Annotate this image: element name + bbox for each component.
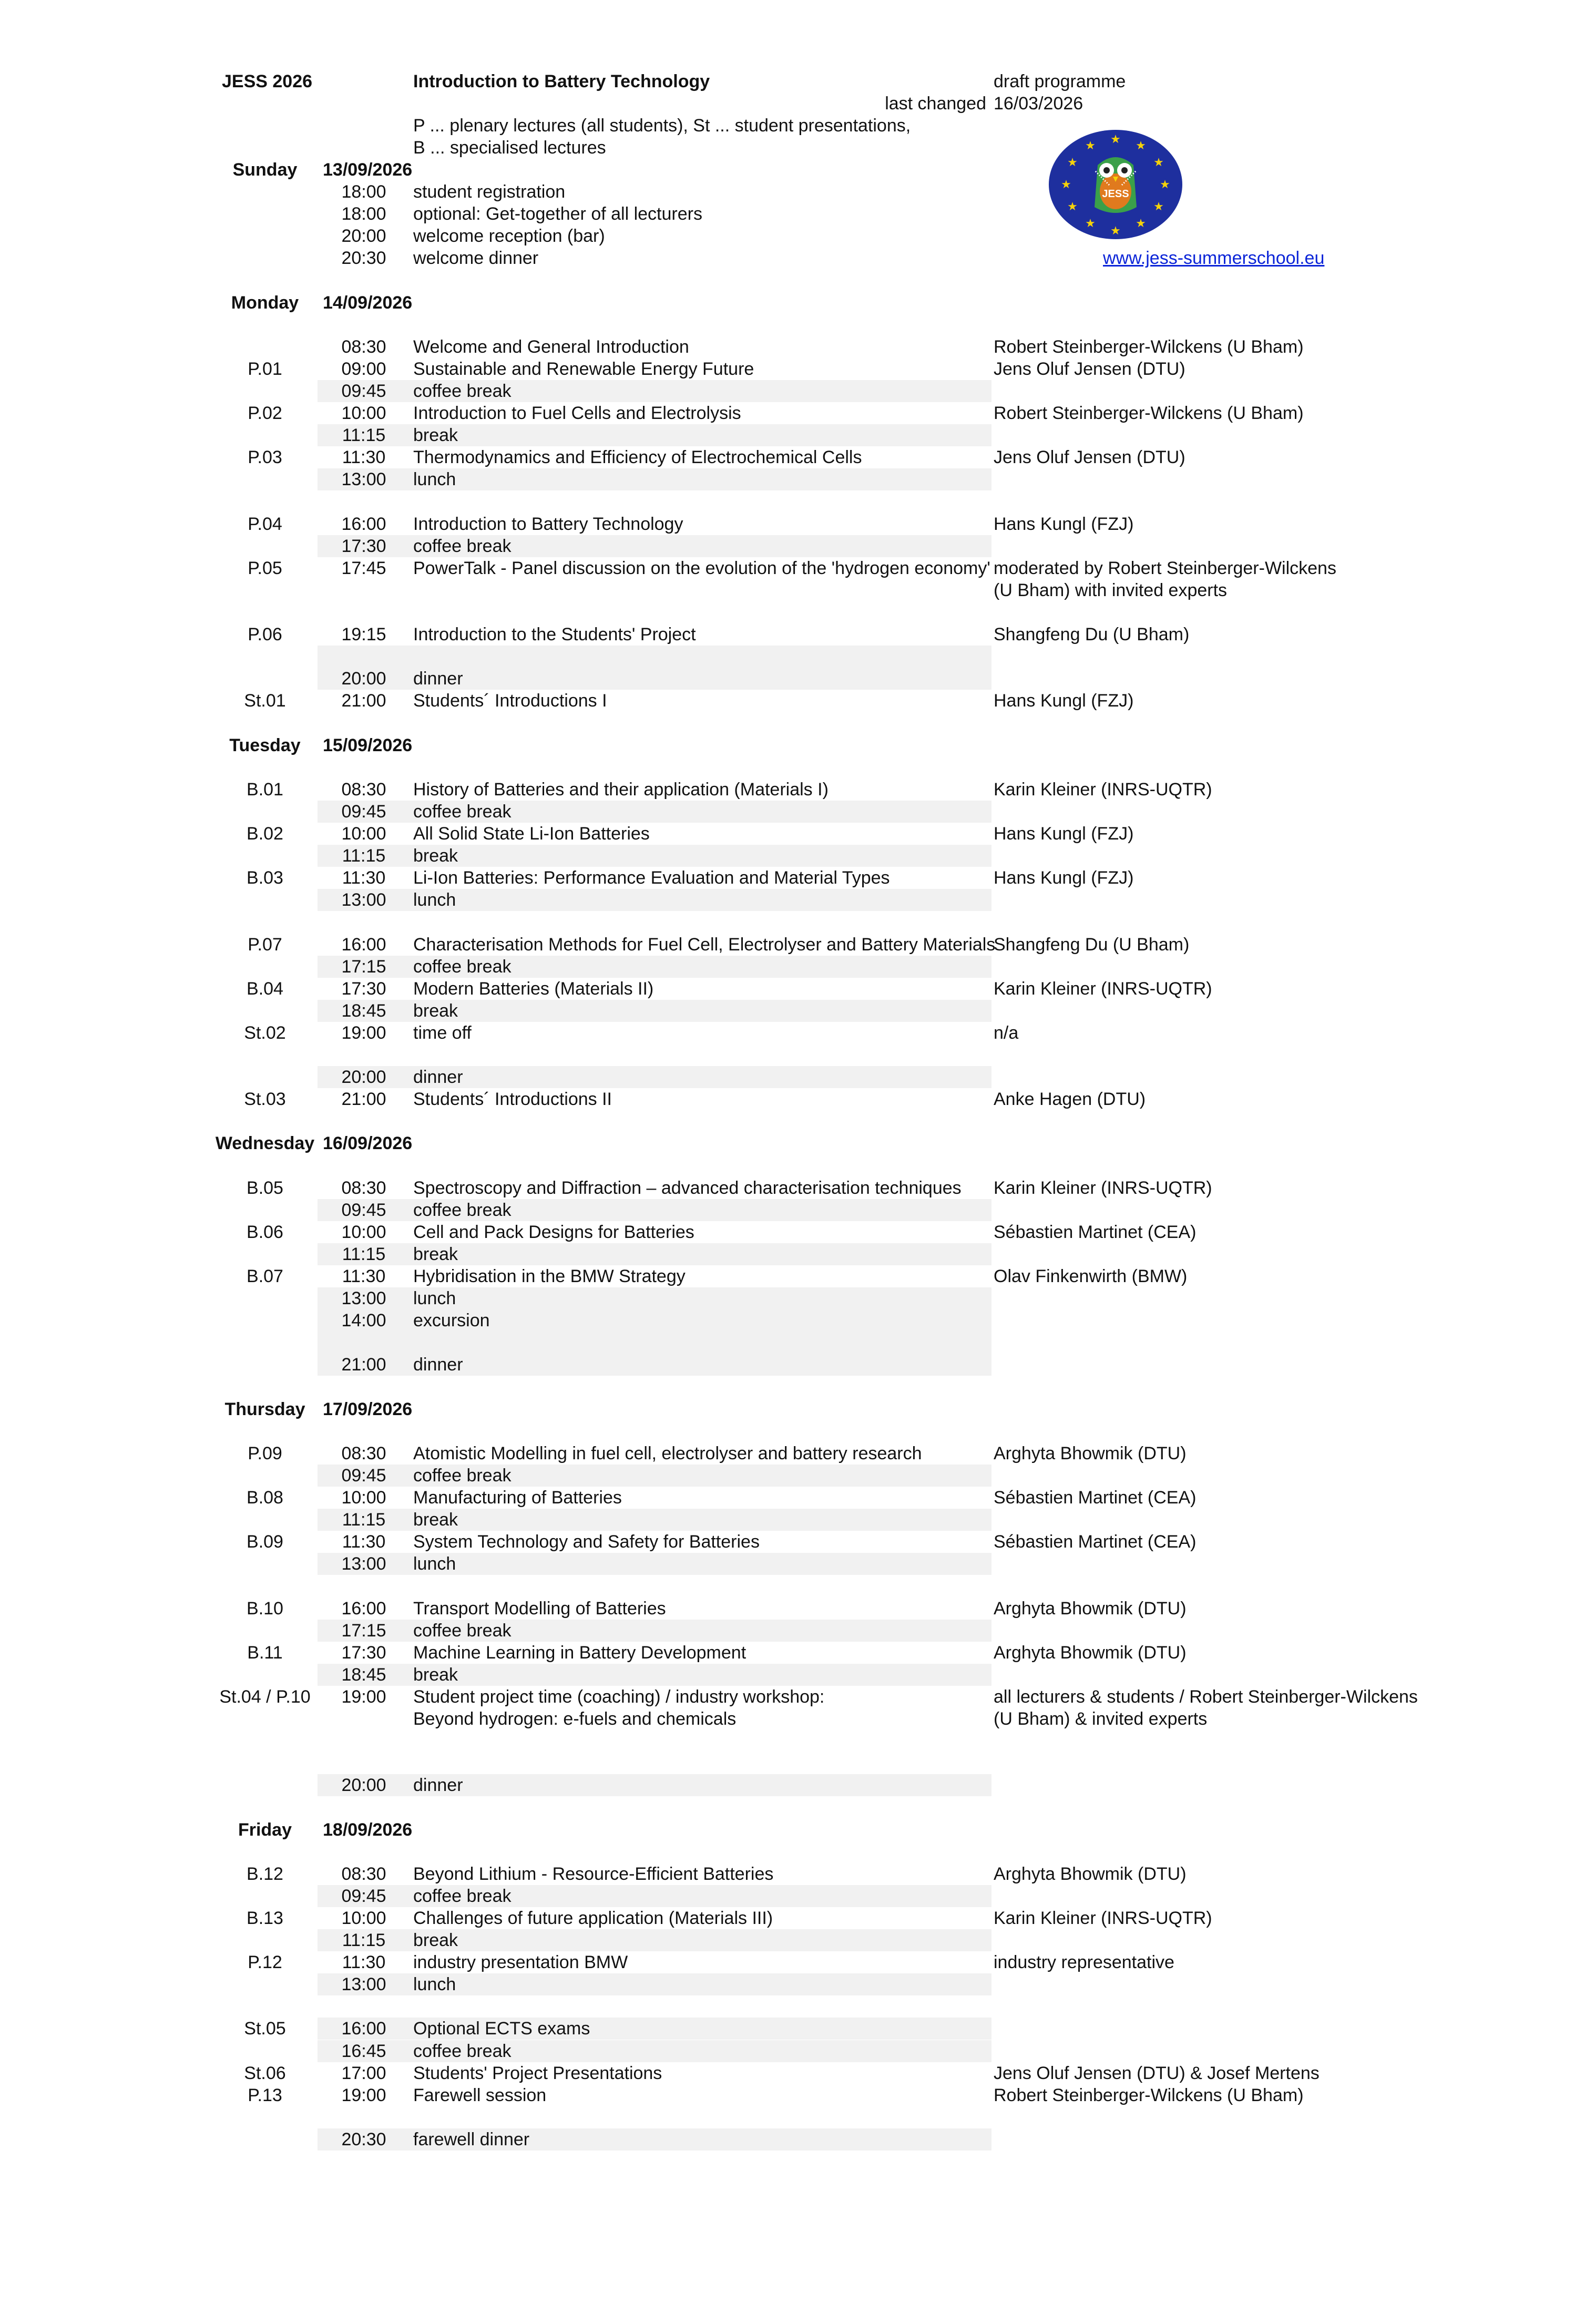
session-title: Students´ Introductions I <box>413 691 607 711</box>
session-title: Cell and Pack Designs for Batteries <box>413 1222 694 1242</box>
session-time: 08:30 <box>341 336 386 357</box>
day-name: Sunday <box>232 160 298 180</box>
session-code: St.01 <box>244 691 286 711</box>
session-code: B.06 <box>247 1222 283 1242</box>
jess-logo-icon <box>1047 128 1184 241</box>
day-date: 16/09/2026 <box>323 1133 413 1154</box>
website-link[interactable]: www.jess-summerschool.eu <box>1103 248 1325 268</box>
session-speaker: Robert Steinberger-Wilckens (U Bham) <box>994 2085 1304 2105</box>
session-time: 11:15 <box>342 1244 386 1264</box>
day-name: Tuesday <box>229 735 301 755</box>
session-title: coffee break <box>413 956 512 977</box>
session-title: Beyond Lithium - Resource-Efficient Batteries <box>413 1864 774 1884</box>
session-title: dinner <box>413 1775 463 1796</box>
session-code: P.05 <box>248 558 282 578</box>
svg-text:★: ★ <box>1061 178 1071 191</box>
svg-text:★: ★ <box>1085 217 1096 230</box>
session-time: 18:00 <box>341 204 386 224</box>
last-changed-label: last changed <box>885 94 986 114</box>
session-title: welcome reception (bar) <box>413 226 605 247</box>
session-code: B.10 <box>247 1598 283 1619</box>
session-title: Introduction to Battery Technology <box>413 514 683 534</box>
session-speaker: Olav Finkenwirth (BMW) <box>994 1266 1188 1286</box>
session-time: 08:30 <box>341 779 386 800</box>
session-time: 16:00 <box>341 1598 386 1619</box>
session-title: Manufacturing of Batteries <box>413 1488 622 1508</box>
session-time: 09:45 <box>341 1886 386 1906</box>
session-title: Li-Ion Batteries: Performance Evaluation and Material Types <box>413 868 890 888</box>
session-title: optional: Get-together of all lecturers <box>413 204 702 224</box>
session-time: 11:15 <box>342 1930 386 1950</box>
session-time: 20:00 <box>341 669 386 689</box>
session-title: dinner <box>413 669 463 689</box>
session-title: Atomistic Modelling in fuel cell, electrolyser and battery research <box>413 1443 922 1463</box>
session-code: B.11 <box>247 1642 283 1663</box>
session-title: Introduction to the Students' Project <box>413 624 696 645</box>
session-title: excursion <box>413 1311 490 1331</box>
logo-text: JESS <box>1102 188 1129 200</box>
session-time: 20:30 <box>341 248 386 269</box>
day-date: 14/09/2026 <box>323 292 413 313</box>
session-code: B.04 <box>247 978 283 999</box>
session-time: 16:00 <box>341 514 386 534</box>
session-code: St.06 <box>244 2063 286 2083</box>
session-speaker: Robert Steinberger-Wilckens (U Bham) <box>994 336 1304 357</box>
session-title: break <box>413 846 458 866</box>
session-title: coffee break <box>413 801 512 822</box>
session-title: coffee break <box>413 2041 512 2061</box>
svg-text:★: ★ <box>1067 156 1078 169</box>
session-code: P.02 <box>248 403 282 424</box>
svg-text:★: ★ <box>1067 200 1078 213</box>
session-time: 20:30 <box>341 2129 386 2149</box>
legend-line-2: B ... specialised lectures <box>413 138 606 158</box>
session-title: Optional ECTS exams <box>413 2019 590 2039</box>
session-title: Beyond hydrogen: e-fuels and chemicals <box>413 1709 737 1729</box>
session-speaker: Karin Kleiner (INRS-UQTR) <box>994 1178 1212 1198</box>
session-title: Students´ Introductions II <box>413 1089 612 1110</box>
session-time: 13:00 <box>341 1974 386 1995</box>
svg-text:★: ★ <box>1085 139 1096 152</box>
session-time: 10:00 <box>341 1222 386 1242</box>
session-time: 18:00 <box>341 182 386 202</box>
session-speaker: Shangfeng Du (U Bham) <box>994 934 1190 955</box>
session-time: 11:30 <box>342 1532 386 1552</box>
session-code: P.13 <box>248 2085 282 2105</box>
session-time: 10:00 <box>341 403 386 424</box>
event-name: JESS 2026 <box>222 71 313 91</box>
session-speaker: Arghyta Bhowmik (DTU) <box>994 1443 1187 1463</box>
session-title: Students' Project Presentations <box>413 2063 662 2083</box>
session-time: 11:15 <box>342 846 386 866</box>
session-title: coffee break <box>413 381 512 401</box>
session-code: B.12 <box>247 1864 283 1884</box>
session-time: 20:00 <box>341 1067 386 1088</box>
session-time: 19:00 <box>341 2085 386 2105</box>
session-title: student registration <box>413 182 566 202</box>
session-time: 11:30 <box>342 1952 386 1973</box>
session-time: 08:30 <box>341 1178 386 1198</box>
session-speaker: Karin Kleiner (INRS-UQTR) <box>994 1908 1212 1928</box>
session-title: break <box>413 425 458 446</box>
session-code: P.03 <box>248 447 282 468</box>
day-date: 17/09/2026 <box>323 1399 413 1419</box>
session-speaker: Hans Kungl (FZJ) <box>994 691 1134 711</box>
session-title: coffee break <box>413 1200 512 1220</box>
session-time: 11:30 <box>342 868 386 888</box>
session-speaker: (U Bham) with invited experts <box>994 580 1228 600</box>
session-title: welcome dinner <box>413 248 539 269</box>
session-title: lunch <box>413 1554 456 1574</box>
day-name: Monday <box>231 292 299 313</box>
session-time: 17:30 <box>341 1642 386 1663</box>
session-code: B.05 <box>247 1178 283 1198</box>
svg-text:★: ★ <box>1160 178 1170 191</box>
session-speaker: (U Bham) & invited experts <box>994 1709 1208 1729</box>
session-time: 08:30 <box>341 1443 386 1463</box>
session-time: 17:45 <box>341 558 386 578</box>
session-title: break <box>413 1930 458 1950</box>
session-code: B.08 <box>247 1488 283 1508</box>
session-speaker: Hans Kungl (FZJ) <box>994 514 1134 534</box>
session-code: P.07 <box>248 934 282 955</box>
day-name: Thursday <box>224 1399 305 1419</box>
day-name: Wednesday <box>215 1133 315 1154</box>
session-title: Farewell session <box>413 2085 547 2105</box>
session-time: 17:15 <box>341 956 386 977</box>
session-time: 18:45 <box>341 1664 386 1685</box>
session-title: Welcome and General Introduction <box>413 336 689 357</box>
session-code: P.04 <box>248 514 282 534</box>
session-code: St.05 <box>244 2019 286 2039</box>
session-speaker: Arghyta Bhowmik (DTU) <box>994 1642 1187 1663</box>
session-speaker: Robert Steinberger-Wilckens (U Bham) <box>994 403 1304 424</box>
legend-line-1: P ... plenary lectures (all students), St ... student presentations, <box>413 116 911 136</box>
day-name: Friday <box>238 1819 292 1840</box>
session-title: Sustainable and Renewable Energy Future <box>413 359 754 379</box>
session-title: industry presentation BMW <box>413 1952 628 1973</box>
session-speaker: Jens Oluf Jensen (DTU) & Josef Mertens <box>994 2063 1320 2083</box>
session-title: Challenges of future application (Materials III) <box>413 1908 773 1928</box>
session-speaker: Arghyta Bhowmik (DTU) <box>994 1864 1187 1884</box>
session-time: 09:45 <box>341 381 386 401</box>
session-speaker: Arghyta Bhowmik (DTU) <box>994 1598 1187 1619</box>
session-title: time off <box>413 1022 472 1043</box>
session-title: Machine Learning in Battery Development <box>413 1642 747 1663</box>
session-title: Thermodynamics and Efficiency of Electrochemical Cells <box>413 447 862 468</box>
session-title: break <box>413 1510 458 1530</box>
session-title: break <box>413 1000 458 1021</box>
session-title: break <box>413 1664 458 1685</box>
svg-text:★: ★ <box>1136 139 1146 152</box>
session-title: History of Batteries and their application (Materials I) <box>413 779 829 800</box>
session-time: 13:00 <box>341 890 386 910</box>
session-title: System Technology and Safety for Batteries <box>413 1532 760 1552</box>
svg-text:★: ★ <box>1153 156 1164 169</box>
session-code: St.02 <box>244 1022 286 1043</box>
session-code: St.04 / P.10 <box>219 1686 311 1707</box>
session-time: 16:00 <box>341 2019 386 2039</box>
session-time: 17:30 <box>341 536 386 556</box>
session-time: 09:00 <box>341 359 386 379</box>
day-date: 13/09/2026 <box>323 160 413 180</box>
session-title: farewell dinner <box>413 2129 530 2149</box>
session-title: lunch <box>413 890 456 910</box>
session-title: Hybridisation in the BMW Strategy <box>413 1266 686 1286</box>
session-time: 17:00 <box>341 2063 386 2083</box>
session-time: 20:00 <box>341 1775 386 1796</box>
session-title: PowerTalk - Panel discussion on the evolution of the 'hydrogen economy' <box>413 558 990 578</box>
session-title: Transport Modelling of Batteries <box>413 1598 666 1619</box>
session-speaker: Hans Kungl (FZJ) <box>994 824 1134 844</box>
session-title: lunch <box>413 1288 456 1309</box>
session-time: 13:00 <box>341 1554 386 1574</box>
session-title: coffee break <box>413 1620 512 1641</box>
break-row-shading <box>318 1332 991 1354</box>
session-time: 10:00 <box>341 1908 386 1928</box>
session-title: All Solid State Li-Ion Batteries <box>413 824 650 844</box>
session-title: coffee break <box>413 1886 512 1906</box>
session-time: 08:30 <box>341 1864 386 1884</box>
svg-text:★: ★ <box>1110 224 1121 238</box>
session-title: Student project time (coaching) / industry workshop: <box>413 1686 825 1707</box>
session-code: P.12 <box>248 1952 282 1973</box>
session-speaker: Anke Hagen (DTU) <box>994 1089 1146 1110</box>
session-title: dinner <box>413 1067 463 1088</box>
session-speaker: Karin Kleiner (INRS-UQTR) <box>994 779 1212 800</box>
session-code: P.01 <box>248 359 282 379</box>
session-time: 18:45 <box>341 1000 386 1021</box>
session-speaker: Sébastien Martinet (CEA) <box>994 1222 1197 1242</box>
session-speaker: industry representative <box>994 1952 1174 1973</box>
session-speaker: Jens Oluf Jensen (DTU) <box>994 359 1185 379</box>
session-time: 09:45 <box>341 1200 386 1220</box>
session-code: B.01 <box>247 779 283 800</box>
session-title: Modern Batteries (Materials II) <box>413 978 654 999</box>
day-date: 15/09/2026 <box>323 735 413 755</box>
session-time: 17:30 <box>341 978 386 999</box>
session-time: 19:00 <box>341 1686 386 1707</box>
programme-title: Introduction to Battery Technology <box>413 71 710 91</box>
session-time: 11:15 <box>342 425 386 446</box>
session-time: 11:15 <box>342 1510 386 1530</box>
session-title: break <box>413 1244 458 1264</box>
session-time: 13:00 <box>341 469 386 490</box>
session-time: 16:45 <box>341 2041 386 2061</box>
session-code: St.03 <box>244 1089 286 1110</box>
session-time: 21:00 <box>341 1089 386 1110</box>
break-row-shading <box>318 646 991 668</box>
last-changed-date: 16/03/2026 <box>994 94 1083 114</box>
session-speaker: Sébastien Martinet (CEA) <box>994 1532 1197 1552</box>
session-time: 16:00 <box>341 934 386 955</box>
session-time: 11:30 <box>342 1266 386 1286</box>
session-code: B.09 <box>247 1532 283 1552</box>
session-title: dinner <box>413 1355 463 1375</box>
session-speaker: Karin Kleiner (INRS-UQTR) <box>994 978 1212 999</box>
session-title: Spectroscopy and Diffraction – advanced characterisation techniques <box>413 1178 962 1198</box>
session-time: 14:00 <box>341 1311 386 1331</box>
session-time: 17:15 <box>341 1620 386 1641</box>
session-code: P.09 <box>248 1443 282 1463</box>
session-title: Introduction to Fuel Cells and Electrolysis <box>413 403 741 424</box>
session-time: 10:00 <box>341 824 386 844</box>
session-time: 21:00 <box>341 1355 386 1375</box>
session-speaker: n/a <box>994 1022 1019 1043</box>
session-speaker: Jens Oluf Jensen (DTU) <box>994 447 1185 468</box>
session-speaker: moderated by Robert Steinberger-Wilckens <box>994 558 1336 578</box>
session-speaker: all lecturers & students / Robert Steinberger-Wilckens <box>994 1686 1418 1707</box>
session-speaker: Sébastien Martinet (CEA) <box>994 1488 1197 1508</box>
svg-text:★: ★ <box>1153 200 1164 213</box>
svg-text:★: ★ <box>1110 133 1121 146</box>
session-code: P.06 <box>248 624 282 645</box>
session-time: 09:45 <box>341 801 386 822</box>
session-time: 21:00 <box>341 691 386 711</box>
session-title: coffee break <box>413 536 512 556</box>
session-code: B.03 <box>247 868 283 888</box>
session-time: 11:30 <box>342 447 386 468</box>
session-speaker: Shangfeng Du (U Bham) <box>994 624 1190 645</box>
session-time: 13:00 <box>341 1288 386 1309</box>
session-time: 09:45 <box>341 1465 386 1486</box>
session-code: B.02 <box>247 824 283 844</box>
session-time: 10:00 <box>341 1488 386 1508</box>
session-title: Characterisation Methods for Fuel Cell, Electrolyser and Battery Materials <box>413 934 996 955</box>
session-title: coffee break <box>413 1465 512 1486</box>
session-time: 20:00 <box>341 226 386 247</box>
session-title: lunch <box>413 1974 456 1995</box>
session-title: lunch <box>413 469 456 490</box>
session-code: B.13 <box>247 1908 283 1928</box>
session-speaker: Hans Kungl (FZJ) <box>994 868 1134 888</box>
svg-text:★: ★ <box>1136 217 1146 230</box>
day-date: 18/09/2026 <box>323 1819 413 1840</box>
session-time: 19:00 <box>341 1022 386 1043</box>
session-time: 19:15 <box>341 624 386 645</box>
draft-status: draft programme <box>994 71 1126 91</box>
session-code: B.07 <box>247 1266 283 1286</box>
